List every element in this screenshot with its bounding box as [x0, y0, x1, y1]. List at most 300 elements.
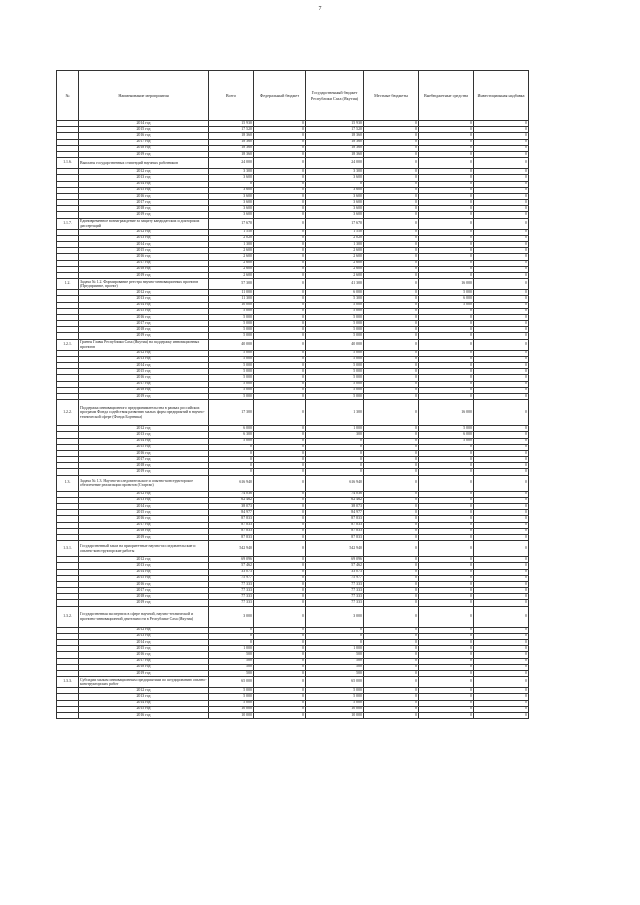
cell-invest: 0 [474, 254, 529, 260]
cell-federal: 0 [254, 327, 306, 333]
cell-invest: 0 [474, 314, 529, 320]
cell-federal: 0 [254, 444, 306, 450]
table-row-item [57, 218, 529, 229]
table-row-item [57, 400, 529, 426]
row-year: 2012 год [79, 290, 209, 296]
cell-extra: 0 [419, 387, 474, 393]
col-number-header: № [57, 71, 79, 121]
cell-state: 10 000 [306, 712, 364, 718]
cell-state: 0 [306, 181, 364, 187]
row-year: 2013 год [79, 175, 209, 181]
cell-total: 5 000 [209, 387, 254, 393]
cell-invest: 0 [474, 475, 529, 491]
cell-local: 0 [364, 151, 419, 157]
cell-federal: 0 [254, 670, 306, 676]
cell-total: 5 000 [209, 363, 254, 369]
cell-total: 5 000 [209, 700, 254, 706]
cell-total: 18 360 [209, 133, 254, 139]
cell-state: 2 600 [306, 248, 364, 254]
cell-local: 0 [364, 588, 419, 594]
cell-federal: 0 [254, 528, 306, 534]
row-year: 2012 год [79, 627, 209, 633]
cell-local: 0 [364, 363, 419, 369]
cell-state: 1 000 [306, 646, 364, 652]
cell-extra: 0 [419, 333, 474, 339]
cell-federal: 0 [254, 664, 306, 670]
cell-extra: 0 [419, 175, 474, 181]
row-year: 2018 год [79, 387, 209, 393]
cell-state: 75 977 [306, 575, 364, 581]
cell-total: 77 333 [209, 581, 254, 587]
cell-federal: 0 [254, 279, 306, 290]
cell-extra: 16 000 [419, 400, 474, 426]
cell-total: 10 000 [209, 706, 254, 712]
cell-state: 87 833 [306, 522, 364, 528]
cell-extra: 0 [419, 350, 474, 356]
cell-federal: 0 [254, 296, 306, 302]
cell-state: 40 000 [306, 339, 364, 350]
cell-invest: 0 [474, 694, 529, 700]
row-number: 1.1.7. [57, 218, 79, 229]
cell-local: 0 [364, 706, 419, 712]
cell-federal: 0 [254, 229, 306, 235]
cell-local: 0 [364, 218, 419, 229]
row-year: 2012 год [79, 557, 209, 563]
cell-extra: 0 [419, 127, 474, 133]
cell-total: 3 300 [209, 169, 254, 175]
row-title: Государственная экспертиза в сфере научной, научно-технической и проектно-инновационной деятельности в Республике Саха (Якутия) [79, 606, 209, 627]
cell-invest: 0 [474, 627, 529, 633]
cell-extra: 0 [419, 327, 474, 333]
cell-total: 0 [209, 633, 254, 639]
cell-extra: 0 [419, 664, 474, 670]
cell-extra: 0 [419, 463, 474, 469]
row-year: 2013 год [79, 296, 209, 302]
cell-state: 33 073 [306, 569, 364, 575]
cell-extra: 0 [419, 694, 474, 700]
cell-state: 2 600 [306, 272, 364, 278]
row-year: 2015 год [79, 308, 209, 314]
table-row-item [57, 339, 529, 350]
cell-local: 0 [364, 308, 419, 314]
cell-local: 0 [364, 187, 419, 193]
cell-total: 0 [209, 469, 254, 475]
row-year: 2012 год [79, 426, 209, 432]
cell-state: 5 000 [306, 321, 364, 327]
cell-invest: 0 [474, 260, 529, 266]
cell-extra: 0 [419, 677, 474, 688]
cell-federal: 0 [254, 169, 306, 175]
cell-federal: 0 [254, 193, 306, 199]
cell-extra: 5 000 [419, 426, 474, 432]
cell-state: 15 930 [306, 121, 364, 127]
row-number: 1.3. [57, 475, 79, 491]
cell-extra: 5 000 [419, 290, 474, 296]
cell-total: 84 977 [209, 510, 254, 516]
row-year: 2017 год [79, 200, 209, 206]
cell-local: 0 [364, 229, 419, 235]
cell-total: 11 300 [209, 296, 254, 302]
cell-invest: 0 [474, 528, 529, 534]
row-number: 1.2.2. [57, 400, 79, 426]
cell-local: 0 [364, 664, 419, 670]
cell-invest: 0 [474, 151, 529, 157]
table-row-year [57, 712, 529, 718]
cell-federal: 0 [254, 534, 306, 540]
cell-total: 87 833 [209, 534, 254, 540]
cell-extra: 0 [419, 469, 474, 475]
cell-total: 17 670 [209, 218, 254, 229]
cell-state: 5 000 [306, 393, 364, 399]
col-extra-header: Внебюджетные средства [419, 71, 474, 121]
cell-total: 2 600 [209, 248, 254, 254]
cell-state: 5 000 [306, 688, 364, 694]
cell-extra: 0 [419, 169, 474, 175]
cell-state: 2 600 [306, 266, 364, 272]
cell-total: 10 000 [209, 302, 254, 308]
cell-invest: 0 [474, 670, 529, 676]
cell-local: 0 [364, 646, 419, 652]
cell-invest: 0 [474, 121, 529, 127]
cell-state: 3 600 [306, 175, 364, 181]
row-year: 2015 год [79, 646, 209, 652]
cell-total: 77 333 [209, 600, 254, 606]
cell-state: 0 [306, 463, 364, 469]
cell-total: 5 000 [209, 393, 254, 399]
cell-state: 3 600 [306, 187, 364, 193]
cell-extra: 0 [419, 260, 474, 266]
cell-local: 0 [364, 522, 419, 528]
cell-federal: 0 [254, 588, 306, 594]
cell-state: 0 [306, 627, 364, 633]
cell-extra: 0 [419, 242, 474, 248]
row-year: 2018 год [79, 528, 209, 534]
cell-invest: 0 [474, 206, 529, 212]
row-year: 2018 год [79, 463, 209, 469]
cell-federal: 0 [254, 438, 306, 444]
cell-invest: 0 [474, 387, 529, 393]
cell-total: 500 [209, 652, 254, 658]
cell-state: 3 600 [306, 200, 364, 206]
cell-invest: 0 [474, 569, 529, 575]
cell-state: 87 833 [306, 516, 364, 522]
cell-federal: 0 [254, 627, 306, 633]
row-number: 1.1.6. [57, 158, 79, 169]
row-year: 2017 год [79, 588, 209, 594]
cell-federal: 0 [254, 212, 306, 218]
cell-federal: 0 [254, 658, 306, 664]
cell-federal: 0 [254, 206, 306, 212]
row-year: 2019 год [79, 670, 209, 676]
cell-invest: 0 [474, 700, 529, 706]
cell-invest: 0 [474, 444, 529, 450]
cell-local: 0 [364, 381, 419, 387]
cell-local: 0 [364, 400, 419, 426]
cell-federal: 0 [254, 457, 306, 463]
cell-total: 6 300 [209, 432, 254, 438]
cell-federal: 0 [254, 569, 306, 575]
row-year: 2016 год [79, 314, 209, 320]
cell-total: 3 600 [209, 212, 254, 218]
cell-state: 5 000 [306, 375, 364, 381]
cell-extra: 0 [419, 369, 474, 375]
cell-invest: 0 [474, 491, 529, 497]
cell-federal: 0 [254, 127, 306, 133]
cell-federal: 0 [254, 356, 306, 362]
cell-total: 0 [209, 627, 254, 633]
row-year: 2015 год [79, 444, 209, 450]
cell-state: 3 000 [306, 606, 364, 627]
cell-local: 0 [364, 296, 419, 302]
cell-local: 0 [364, 670, 419, 676]
cell-state: 5 000 [306, 694, 364, 700]
cell-state: 77 333 [306, 600, 364, 606]
cell-state: 41 300 [306, 279, 364, 290]
cell-total: 3 600 [209, 175, 254, 181]
cell-extra: 5 000 [419, 438, 474, 444]
row-year: 2015 год [79, 248, 209, 254]
cell-state: 5 000 [306, 700, 364, 706]
cell-state: 5 000 [306, 308, 364, 314]
cell-state: 77 333 [306, 594, 364, 600]
cell-federal: 0 [254, 712, 306, 718]
cell-total: 5 000 [209, 369, 254, 375]
cell-federal: 0 [254, 145, 306, 151]
cell-invest: 0 [474, 229, 529, 235]
cell-extra: 0 [419, 151, 474, 157]
cell-local: 0 [364, 356, 419, 362]
cell-invest: 0 [474, 327, 529, 333]
col-total-header: Всего [209, 71, 254, 121]
cell-federal: 0 [254, 369, 306, 375]
cell-total: 77 333 [209, 594, 254, 600]
cell-invest: 0 [474, 600, 529, 606]
cell-extra: 0 [419, 557, 474, 563]
cell-invest: 0 [474, 438, 529, 444]
cell-federal: 0 [254, 139, 306, 145]
cell-invest: 0 [474, 504, 529, 510]
cell-local: 0 [364, 206, 419, 212]
cell-federal: 0 [254, 475, 306, 491]
cell-federal: 0 [254, 594, 306, 600]
row-year: 2019 год [79, 272, 209, 278]
cell-total: 87 833 [209, 522, 254, 528]
cell-federal: 0 [254, 652, 306, 658]
cell-invest: 0 [474, 363, 529, 369]
cell-local: 0 [364, 321, 419, 327]
cell-state: 0 [306, 469, 364, 475]
cell-total: 75 977 [209, 575, 254, 581]
cell-local: 0 [364, 510, 419, 516]
row-year: 2018 год [79, 594, 209, 600]
row-year: 2013 год [79, 563, 209, 569]
cell-local: 0 [364, 121, 419, 127]
cell-invest: 0 [474, 302, 529, 308]
cell-local: 0 [364, 563, 419, 569]
cell-local: 0 [364, 534, 419, 540]
cell-state: 5 300 [306, 296, 364, 302]
cell-state: 5 000 [306, 387, 364, 393]
row-year: 2012 год [79, 169, 209, 175]
cell-extra: 0 [419, 212, 474, 218]
cell-local: 0 [364, 272, 419, 278]
cell-extra: 0 [419, 504, 474, 510]
cell-total: 5 000 [209, 333, 254, 339]
cell-federal: 0 [254, 308, 306, 314]
cell-local: 0 [364, 491, 419, 497]
cell-extra: 16 000 [419, 279, 474, 290]
cell-extra: 0 [419, 534, 474, 540]
cell-local: 0 [364, 541, 419, 557]
cell-state: 87 833 [306, 528, 364, 534]
row-year: 2017 год [79, 457, 209, 463]
cell-state: 1 300 [306, 400, 364, 426]
cell-local: 0 [364, 606, 419, 627]
table-row-item [57, 279, 529, 290]
cell-state: 84 977 [306, 510, 364, 516]
cell-federal: 0 [254, 266, 306, 272]
cell-local: 0 [364, 212, 419, 218]
cell-invest: 0 [474, 534, 529, 540]
cell-local: 0 [364, 350, 419, 356]
cell-invest: 0 [474, 633, 529, 639]
cell-invest: 0 [474, 658, 529, 664]
cell-state: 87 833 [306, 534, 364, 540]
row-year: 2015 год [79, 510, 209, 516]
cell-local: 0 [364, 333, 419, 339]
cell-invest: 0 [474, 369, 529, 375]
row-year: 2019 год [79, 333, 209, 339]
row-year: 2017 год [79, 522, 209, 528]
cell-extra: 0 [419, 200, 474, 206]
cell-extra: 0 [419, 670, 474, 676]
cell-extra: 0 [419, 121, 474, 127]
cell-local: 0 [364, 260, 419, 266]
cell-local: 0 [364, 469, 419, 475]
cell-extra: 0 [419, 235, 474, 241]
row-year: 2017 год [79, 381, 209, 387]
cell-local: 0 [364, 594, 419, 600]
cell-extra: 0 [419, 218, 474, 229]
cell-invest: 0 [474, 457, 529, 463]
cell-total: 18 360 [209, 139, 254, 145]
cell-invest: 0 [474, 375, 529, 381]
cell-state: 65 000 [306, 677, 364, 688]
cell-invest: 0 [474, 308, 529, 314]
cell-local: 0 [364, 302, 419, 308]
cell-extra: 0 [419, 700, 474, 706]
row-year: 2016 год [79, 712, 209, 718]
cell-total: 5 000 [209, 308, 254, 314]
cell-federal: 0 [254, 121, 306, 127]
cell-federal: 0 [254, 175, 306, 181]
cell-total: 5 000 [209, 350, 254, 356]
cell-invest: 0 [474, 266, 529, 272]
cell-extra: 0 [419, 541, 474, 557]
cell-extra: 0 [419, 339, 474, 350]
cell-state: 500 [306, 658, 364, 664]
cell-state: 3 600 [306, 193, 364, 199]
cell-state: 0 [306, 438, 364, 444]
cell-federal: 0 [254, 248, 306, 254]
cell-invest: 0 [474, 469, 529, 475]
col-state-header: Государственный бюджет Республики Саха (Якутия) [306, 71, 364, 121]
cell-state: 77 333 [306, 588, 364, 594]
cell-local: 0 [364, 475, 419, 491]
cell-extra: 0 [419, 606, 474, 627]
cell-invest: 0 [474, 235, 529, 241]
row-year: 2012 год [79, 688, 209, 694]
cell-state: 5 000 [306, 333, 364, 339]
row-year: 2014 год [79, 504, 209, 510]
row-year: 2014 год [79, 569, 209, 575]
row-year: 2016 год [79, 450, 209, 456]
cell-state: 69 096 [306, 557, 364, 563]
cell-invest: 0 [474, 450, 529, 456]
cell-local: 0 [364, 314, 419, 320]
cell-state: 6 000 [306, 290, 364, 296]
cell-total: 1 300 [209, 242, 254, 248]
cell-total: 40 000 [209, 339, 254, 350]
cell-extra: 0 [419, 187, 474, 193]
cell-invest: 0 [474, 218, 529, 229]
cell-federal: 0 [254, 640, 306, 646]
cell-extra: 0 [419, 475, 474, 491]
cell-local: 0 [364, 248, 419, 254]
cell-state: 616 940 [306, 475, 364, 491]
table-row-item [57, 677, 529, 688]
cell-invest: 0 [474, 646, 529, 652]
cell-local: 0 [364, 266, 419, 272]
cell-extra: 0 [419, 633, 474, 639]
cell-invest: 0 [474, 127, 529, 133]
cell-invest: 0 [474, 356, 529, 362]
cell-state: 5 000 [306, 356, 364, 362]
cell-state: 0 [306, 457, 364, 463]
row-year: 2013 год [79, 633, 209, 639]
row-year: 2017 год [79, 260, 209, 266]
cell-state: 2 600 [306, 260, 364, 266]
cell-local: 0 [364, 145, 419, 151]
cell-state: 1 000 [306, 426, 364, 432]
cell-total: 3 000 [209, 606, 254, 627]
cell-invest: 0 [474, 563, 529, 569]
cell-invest: 0 [474, 321, 529, 327]
cell-invest: 0 [474, 688, 529, 694]
cell-local: 0 [364, 652, 419, 658]
cell-total: 0 [209, 444, 254, 450]
cell-invest: 0 [474, 169, 529, 175]
cell-total: 10 000 [209, 712, 254, 718]
cell-state: 3 600 [306, 212, 364, 218]
cell-invest: 0 [474, 706, 529, 712]
row-year: 2013 год [79, 497, 209, 503]
cell-invest: 0 [474, 139, 529, 145]
cell-federal: 0 [254, 600, 306, 606]
cell-extra: 0 [419, 321, 474, 327]
cell-total: 74 036 [209, 491, 254, 497]
cell-federal: 0 [254, 700, 306, 706]
row-year: 2014 год [79, 640, 209, 646]
cell-invest: 0 [474, 581, 529, 587]
cell-invest: 0 [474, 248, 529, 254]
cell-state: 5 000 [306, 302, 364, 308]
row-year: 2013 год [79, 432, 209, 438]
cell-extra: 0 [419, 510, 474, 516]
cell-extra: 0 [419, 646, 474, 652]
cell-federal: 0 [254, 633, 306, 639]
cell-extra: 0 [419, 563, 474, 569]
